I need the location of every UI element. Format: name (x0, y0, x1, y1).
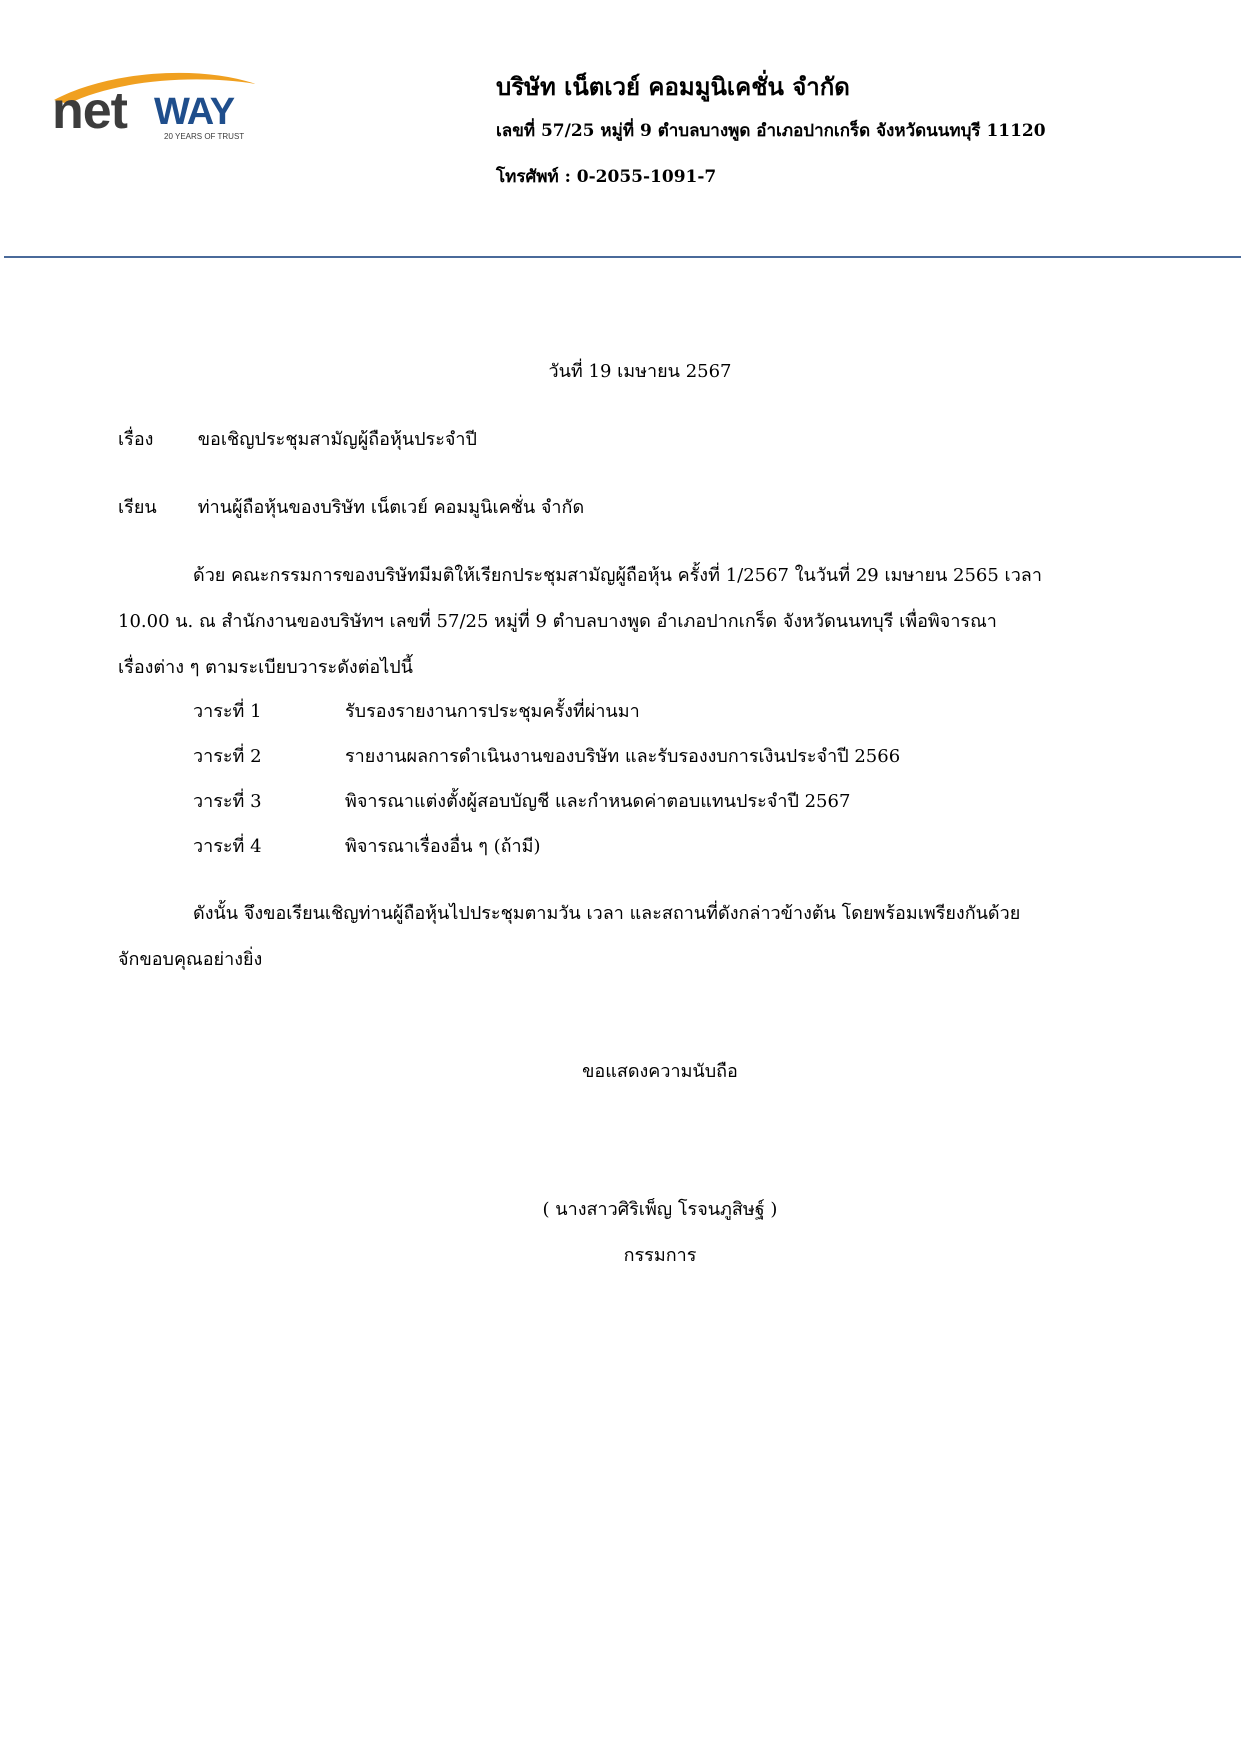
intro-paragraph (118, 562, 1158, 700)
agenda-text: รับรองรายงานการประชุมครั้งที่ผ่านมา (345, 701, 640, 722)
logo-wordmark-way: WAY (154, 91, 235, 133)
intro-line: ด้วย คณะกรรมการของบริษัทมีมติให้เรียกประชุมสามัญผู้ถือหุ้น ครั้งที่ 1/2567 ในวันที่ 29 เมษายน 2565 เวลา (193, 565, 1042, 586)
closing-line: ดังนั้น จึงขอเรียนเชิญท่านผู้ถือหุ้นไปประชุมตามวัน เวลา และสถานที่ดังกล่าวข้างต้น โดยพร้อมเพรียงกันด้วย (193, 903, 1021, 924)
agenda-number: วาระที่ 3 (193, 791, 262, 812)
signer-name: ( นางสาวศิริเพ็ญ โรจนภูสิษฐ์ ) (542, 1199, 778, 1220)
agenda-item (193, 788, 900, 833)
intro-line: 10.00 น. ณ สำนักงานของบริษัทฯ เลขที่ 57/25 หมู่ที่ 9 ตำบลบางพูด อำเภอปากเกร็ด จังหวัดนนทบุรี เพื่อพิจารณา (118, 611, 997, 632)
recipient-row (118, 494, 584, 522)
agenda-item (193, 698, 900, 743)
subject-text: ขอเชิญประชุมสามัญผู้ถือหุ้นประจำปี (197, 429, 477, 450)
agenda-number: วาระที่ 4 (193, 836, 262, 857)
intro-line: เรื่องต่าง ๆ ตามระเบียบวาระดังต่อไปนี้ (118, 657, 413, 678)
subject-label: เรื่อง (118, 429, 154, 450)
subject-row (118, 426, 477, 454)
company-name: บริษัท เน็ตเวย์ คอมมูนิเคชั่น จำกัด (496, 72, 850, 101)
recipient-label: เรียน (118, 497, 157, 518)
recipient-text: ท่านผู้ถือหุ้นของบริษัท เน็ตเวย์ คอมมูนิเคชั่น จำกัด (197, 497, 585, 518)
company-phone: โทรศัพท์ : 0-2055-1091-7 (496, 167, 717, 187)
closing-paragraph (118, 900, 1158, 992)
closing-regards: ขอแสดงความนับถือ (582, 1061, 738, 1082)
agenda-text: รายงานผลการดำเนินงานของบริษัท และรับรองงบการเงินประจำปี 2566 (345, 746, 901, 767)
agenda-text: พิจารณาแต่งตั้งผู้สอบบัญชี และกำหนดค่าตอบแทนประจำปี 2567 (345, 791, 851, 812)
closing-line: จักขอบคุณอย่างยิ่ง (118, 949, 263, 970)
agenda-item (193, 743, 900, 788)
logo-wordmark-net: net (52, 82, 127, 140)
agenda-text: พิจารณาเรื่องอื่น ๆ (ถ้ามี) (345, 836, 541, 857)
agenda-list (193, 698, 900, 878)
agenda-number: วาระที่ 2 (193, 746, 262, 767)
logo-tagline: 20 YEARS OF TRUST (164, 132, 245, 141)
signer-title: กรรมการ (623, 1245, 697, 1266)
letter-date: วันที่ 19 เมษายน 2567 (548, 361, 732, 382)
agenda-item (193, 833, 900, 878)
agenda-number: วาระที่ 1 (193, 701, 262, 722)
company-address: เลขที่ 57/25 หมู่ที่ 9 ตำบลบางพูด อำเภอปากเกร็ด จังหวัดนนทบุรี 11120 (496, 121, 1046, 141)
